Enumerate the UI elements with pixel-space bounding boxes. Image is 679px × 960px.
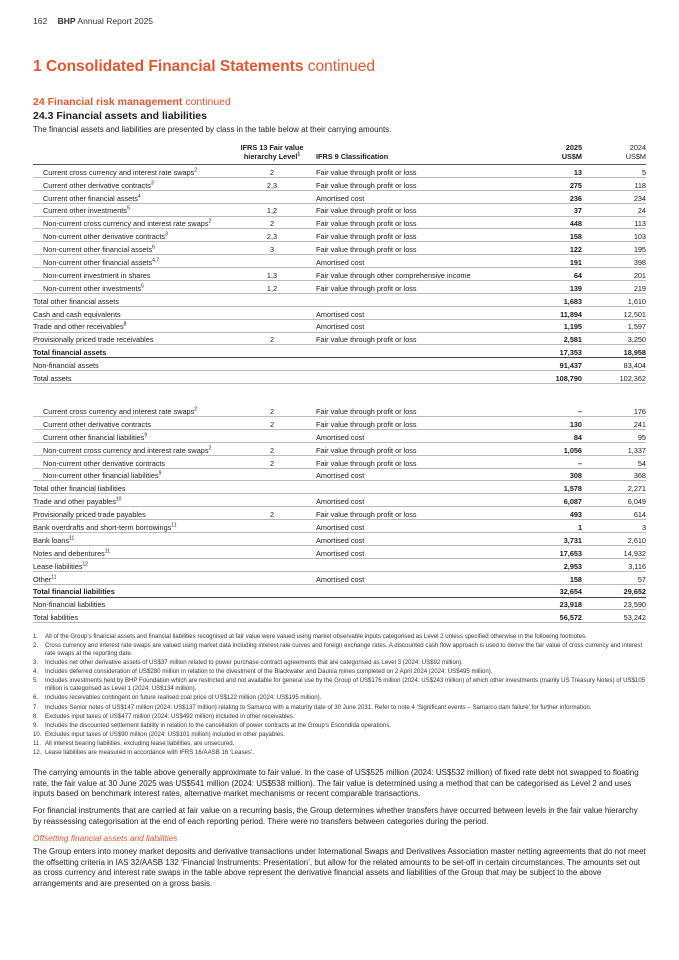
table-row bbox=[33, 320, 646, 333]
row-value-2024: 83,404 bbox=[623, 361, 646, 371]
row-classification: Fair value through profit or loss bbox=[316, 445, 417, 455]
row-classification: Fair value through profit or loss bbox=[316, 219, 417, 229]
row-value-2025: – bbox=[577, 458, 582, 468]
table-row bbox=[33, 242, 646, 255]
row-level: 2 bbox=[269, 406, 275, 416]
row-label bbox=[43, 433, 147, 442]
row-label bbox=[33, 575, 56, 584]
row-value-2025: 1,195 bbox=[563, 322, 582, 332]
row-label-text: Current other financial assets bbox=[43, 193, 138, 203]
row-value-2025: 158 bbox=[569, 232, 582, 242]
row-classification: Fair value through profit or loss bbox=[316, 510, 417, 520]
row-footnote-ref: 8 bbox=[123, 322, 127, 329]
row-label bbox=[43, 271, 150, 280]
footnote-number: 2. bbox=[33, 642, 39, 650]
row-label-text: Current other derivative contracts bbox=[43, 180, 151, 190]
row-footnote-ref: 5 bbox=[141, 283, 144, 290]
row-value-2025: 1,683 bbox=[563, 296, 582, 306]
table-body bbox=[33, 165, 646, 623]
row-label-text: Current cross currency and interest rate swaps bbox=[43, 167, 195, 177]
table-row bbox=[33, 559, 646, 572]
footnote-item bbox=[33, 749, 646, 757]
row-label-text: Non-current other financial assets bbox=[43, 258, 153, 268]
row-classification: Amortised cost bbox=[316, 309, 365, 319]
row-footnote-ref: 5 bbox=[126, 206, 130, 213]
footnote-item bbox=[33, 677, 646, 693]
row-value-2025: 139 bbox=[569, 283, 582, 293]
row-label bbox=[33, 322, 126, 331]
row-value-2024: 54 bbox=[637, 458, 646, 468]
row-classification: Amortised cost bbox=[316, 471, 365, 481]
row-label-text: Total other financial liabilities bbox=[33, 484, 126, 494]
footnote-text: Includes Senior notes of US$147 million (2024: US$137 million) relating to Samarco with a maturity date of 30 June 2031. Refer to note 4 ‘Significant events – Samarco dam failure’ for further information. bbox=[45, 703, 592, 711]
row-value-2025: 2,953 bbox=[563, 561, 582, 571]
row-level: 2 bbox=[269, 458, 275, 468]
row-value-2025: 122 bbox=[569, 245, 582, 255]
row-value-2025: – bbox=[577, 406, 582, 416]
table-row bbox=[33, 456, 646, 469]
row-level: 2 bbox=[269, 219, 275, 229]
year-2025-label: 2025 bbox=[565, 143, 582, 152]
row-value-2025: 158 bbox=[569, 574, 582, 584]
financial-assets-liabilities-table bbox=[33, 141, 646, 623]
footnote-text: All interest bearing liabilities, excluding lease liabilities, are unsecured. bbox=[45, 739, 235, 747]
row-label-text: Provisionally priced trade receivables bbox=[33, 335, 154, 345]
row-value-2024: 95 bbox=[637, 432, 646, 442]
row-value-2025: 275 bbox=[569, 180, 582, 190]
row-label bbox=[33, 562, 88, 571]
row-classification: Fair value through profit or loss bbox=[316, 419, 417, 429]
row-label bbox=[43, 194, 141, 203]
footnote-text: Lease liabilities are measured in accordance with IFRS 16/AASB 16 ‘Leases’. bbox=[45, 749, 254, 757]
table-row bbox=[33, 268, 646, 281]
level-header-line2: hierarchy Level bbox=[243, 152, 298, 161]
row-footnote-ref: 10 bbox=[115, 496, 122, 503]
row-label-text: Other bbox=[33, 574, 52, 584]
row-label-text: Total other financial assets bbox=[33, 296, 119, 306]
row-label-text: Non-current other financial assets bbox=[43, 245, 153, 255]
row-label bbox=[43, 232, 168, 241]
row-label bbox=[43, 168, 197, 177]
row-classification: Fair value through profit or loss bbox=[316, 232, 417, 242]
row-classification: Amortised cost bbox=[316, 322, 365, 332]
section-name: 24 Financial risk management bbox=[33, 96, 183, 108]
row-value-2024: 18,958 bbox=[623, 348, 646, 358]
footnote-number: 12. bbox=[33, 749, 42, 757]
table-row bbox=[33, 307, 646, 320]
footnote-item bbox=[33, 722, 646, 730]
row-label-text: Total financial liabilities bbox=[33, 587, 115, 597]
row-label-text: Bank overdrafts and short-term borrowings bbox=[33, 522, 172, 532]
table-row bbox=[33, 546, 646, 559]
report-title: Annual Report 2025 bbox=[77, 16, 154, 26]
footnote-number: 9. bbox=[33, 721, 39, 729]
row-label bbox=[33, 613, 78, 622]
row-label bbox=[43, 181, 154, 190]
footnote-item bbox=[33, 694, 646, 702]
row-label bbox=[33, 361, 99, 370]
table-row bbox=[33, 294, 646, 307]
row-value-2025: 56,572 bbox=[559, 613, 582, 623]
subsection-title: 24.3 Financial assets and liabilities bbox=[33, 110, 207, 122]
level-header-line1: IFRS 13 Fair value bbox=[240, 143, 304, 152]
table-row bbox=[33, 598, 646, 611]
row-value-2024: 3 bbox=[641, 522, 646, 532]
brand-name: BHP bbox=[57, 16, 76, 26]
row-footnote-ref: 11 bbox=[104, 548, 111, 555]
table-header bbox=[33, 141, 646, 165]
row-label-text: Non-financial liabilities bbox=[33, 600, 106, 610]
section-title bbox=[33, 96, 231, 108]
row-value-2024: 176 bbox=[633, 406, 646, 416]
footnote-number: 1. bbox=[33, 633, 39, 640]
row-label-text: Total liabilities bbox=[33, 613, 79, 623]
table-row bbox=[33, 178, 646, 191]
row-classification: Amortised cost bbox=[316, 548, 365, 558]
footnote-number: 6. bbox=[33, 694, 39, 702]
chapter-name: Consolidated Financial Statements bbox=[45, 58, 304, 75]
row-value-2024: 219 bbox=[633, 283, 646, 293]
footnote-item bbox=[33, 668, 646, 676]
table-row bbox=[33, 165, 646, 178]
table-row bbox=[33, 255, 646, 268]
row-label-text: Current other investments bbox=[43, 206, 127, 216]
row-value-2025: 84 bbox=[573, 432, 582, 442]
footnote-number: 11. bbox=[33, 739, 42, 747]
row-value-2025: 6,087 bbox=[563, 497, 582, 507]
table-row bbox=[33, 443, 646, 456]
row-footnote-ref: 2 bbox=[194, 167, 198, 174]
footnote-item bbox=[33, 713, 646, 721]
row-value-2025: 64 bbox=[573, 270, 582, 280]
table-row bbox=[33, 533, 646, 546]
row-label bbox=[43, 206, 130, 215]
row-level: 1,2 bbox=[266, 283, 278, 293]
row-value-2025: 3,731 bbox=[563, 535, 582, 545]
row-footnote-ref: 3 bbox=[165, 231, 168, 238]
row-label bbox=[43, 258, 159, 267]
classification-header: IFRS 9 Classification bbox=[316, 152, 389, 161]
chapter-title bbox=[33, 58, 375, 76]
footnote-text: Includes deferred consideration of US$280 million in relation to the divestment of the Blackwater and Daunia mines completed on 2 April 2024 (2024: US$495 million). bbox=[45, 668, 493, 676]
row-classification: Fair value through profit or loss bbox=[316, 406, 417, 416]
row-classification: Fair value through profit or loss bbox=[316, 335, 417, 345]
row-level: 1,2 bbox=[266, 206, 278, 216]
row-value-2024: 113 bbox=[634, 219, 646, 229]
row-classification: Amortised cost bbox=[316, 432, 365, 442]
footnote-number: 3. bbox=[33, 659, 39, 667]
paragraph-fair-value: The carrying amounts in the table above generally approximate to fair value. In the case of US$525 million (2024: US$532 million) of fixed rate debt not swapped to floating rate, the fair value at 30 June 2025 was US$541 million (2024: US$538 million). The fair value is determined using a method that can be categorised as Level 2 and uses inputs based on benchmark interest rates, alternative market mechanisms or recent comparable transactions. bbox=[33, 768, 639, 799]
row-value-2024: 102,362 bbox=[619, 374, 646, 384]
row-value-2024: 53,242 bbox=[623, 613, 646, 623]
row-label-text: Notes and debentures bbox=[33, 548, 105, 558]
footnote-item bbox=[33, 642, 646, 658]
row-label-text: Provisionally priced trade payables bbox=[33, 510, 146, 520]
footnote-text: Includes the discounted settlement liability in relation to the cancellation of power contracts at the Group’s Escondida operations. bbox=[45, 721, 392, 729]
table-row bbox=[33, 371, 646, 384]
row-value-2025: 17,353 bbox=[559, 348, 582, 358]
row-classification: Fair value through profit or loss bbox=[316, 458, 417, 468]
row-label-text: Current other financial liabilities bbox=[43, 432, 145, 442]
row-label-text: Non-current cross currency and interest rate swaps bbox=[43, 219, 209, 229]
row-footnote-ref: 4,7 bbox=[152, 257, 160, 264]
year-2025-unit: US$M bbox=[561, 152, 582, 161]
row-value-2024: 1,337 bbox=[627, 445, 646, 455]
row-value-2025: 11,894 bbox=[560, 309, 582, 319]
year-2024-header bbox=[626, 143, 646, 161]
row-label bbox=[33, 310, 121, 319]
row-classification: Fair value through profit or loss bbox=[316, 283, 417, 293]
row-label bbox=[43, 407, 197, 416]
footnote-item bbox=[33, 704, 646, 712]
footnote-text: Cross currency and interest rate swaps are valued using market data including interest rate curves and foreign exchange rates. A discounted cash flow approach is used to derive the fair value of cross currency and interest rate swaps at the reporting date. bbox=[45, 642, 643, 658]
footnote-text: Excludes input taxes of US$477 million (2024: US$492 million) included in other receivables. bbox=[45, 712, 295, 720]
row-label bbox=[43, 420, 151, 429]
row-footnote-ref: 4 bbox=[137, 193, 141, 200]
row-value-2025: 37 bbox=[573, 206, 582, 216]
row-footnote-ref: 11 bbox=[51, 574, 57, 581]
footnote-number: 5. bbox=[33, 677, 39, 685]
row-value-2024: 3,116 bbox=[628, 561, 646, 571]
footnote-number: 10. bbox=[33, 730, 42, 738]
row-value-2024: 103 bbox=[633, 232, 646, 242]
row-label bbox=[33, 587, 115, 596]
row-label-text: Non-current cross currency and interest rate swaps bbox=[43, 445, 209, 455]
row-label bbox=[33, 374, 72, 383]
row-level: 2 bbox=[269, 167, 275, 177]
row-value-2024: 24 bbox=[637, 206, 646, 216]
row-classification: Amortised cost bbox=[316, 522, 365, 532]
row-value-2024: 6,049 bbox=[627, 497, 646, 507]
row-classification: Amortised cost bbox=[316, 535, 365, 545]
row-label bbox=[33, 536, 74, 545]
row-label bbox=[33, 497, 121, 506]
row-label bbox=[43, 446, 211, 455]
row-value-2025: 32,654 bbox=[559, 587, 582, 597]
row-classification: Fair value through profit or loss bbox=[316, 180, 417, 190]
row-value-2025: 130 bbox=[569, 419, 582, 429]
row-label bbox=[33, 523, 177, 532]
row-label-text: Total financial assets bbox=[33, 348, 107, 358]
row-value-2025: 448 bbox=[569, 219, 582, 229]
row-classification: Fair value through other comprehensive income bbox=[316, 270, 471, 280]
footnote-text: Includes receivables contingent on future realised coal price of US$122 million (2024: US$195 million). bbox=[45, 694, 322, 702]
row-level: 2 bbox=[269, 335, 275, 345]
row-label bbox=[33, 335, 153, 344]
row-label bbox=[33, 549, 110, 558]
row-footnote-ref: 3 bbox=[150, 180, 154, 187]
footnote-text: Excludes input taxes of US$90 million (2024: US$101 million) included in other payables. bbox=[45, 730, 285, 738]
row-level: 2 bbox=[269, 419, 275, 429]
row-value-2025: 191 bbox=[569, 258, 582, 268]
table-row bbox=[33, 281, 646, 294]
table-row bbox=[33, 520, 646, 533]
row-label bbox=[43, 459, 165, 468]
row-label-text: Trade and other payables bbox=[33, 497, 116, 507]
row-label bbox=[43, 245, 155, 254]
row-label-text: Cash and cash equivalents bbox=[33, 309, 121, 319]
table-row bbox=[33, 358, 646, 371]
row-footnote-ref: 9 bbox=[158, 470, 162, 477]
row-value-2024: 195 bbox=[633, 245, 646, 255]
table-row bbox=[33, 333, 646, 346]
row-value-2025: 23,918 bbox=[559, 600, 582, 610]
row-label-text: Non-current other derivative contracts bbox=[43, 232, 166, 242]
row-footnote-ref: 9 bbox=[144, 432, 148, 439]
row-label-text: Current cross currency and interest rate swaps bbox=[43, 406, 195, 416]
row-value-2025: 13 bbox=[573, 167, 582, 177]
footnote-number: 8. bbox=[33, 712, 39, 720]
table-row bbox=[33, 229, 646, 242]
footnote-item bbox=[33, 633, 646, 641]
table-row bbox=[33, 345, 646, 358]
row-footnote-ref: 11 bbox=[171, 522, 177, 529]
row-label bbox=[33, 484, 125, 493]
table-row bbox=[33, 572, 646, 585]
year-2024-label: 2024 bbox=[629, 143, 646, 152]
row-value-2024: 201 bbox=[633, 270, 646, 280]
row-label-text: Non-financial assets bbox=[33, 361, 99, 371]
row-label bbox=[33, 297, 119, 306]
row-value-2025: 1 bbox=[577, 522, 582, 532]
chapter-continued: continued bbox=[307, 58, 376, 75]
footnotes bbox=[33, 633, 646, 758]
footnote-number: 7. bbox=[33, 703, 39, 711]
row-label-text: Bank loans bbox=[33, 535, 70, 545]
row-footnote-ref: 12 bbox=[82, 561, 89, 568]
row-label bbox=[33, 600, 105, 609]
row-classification: Fair value through profit or loss bbox=[316, 245, 417, 255]
row-value-2024: 368 bbox=[633, 471, 646, 481]
paragraph-offsetting: The Group enters into money market deposits and derivative transactions under International Swaps and Derivatives Association master netting agreements that do not meet the offsetting criteria in IAS 32/AASB 132 ‘Financial Instruments: Presentation’, but allow for the related amounts to be set-off in certain circumstances. The amounts set out as cross currency and interest rate swaps in the table above represent the derivative financial assets and liabilities of the Group that may be subject to the above arrangements and are presented on a gross basis. bbox=[33, 847, 646, 888]
footnote-item bbox=[33, 740, 646, 748]
row-value-2024: 118 bbox=[634, 180, 646, 190]
footnote-item bbox=[33, 731, 646, 739]
footnote-text: Includes net other derivative assets of US$37 million related to power purchase contract agreements that are categorised as Level 3 (2024: US$92 million). bbox=[45, 659, 463, 667]
row-level: 2,3 bbox=[266, 180, 278, 190]
footnote-item bbox=[33, 659, 646, 667]
row-label bbox=[43, 471, 161, 480]
row-classification: Amortised cost bbox=[316, 497, 365, 507]
row-value-2024: 614 bbox=[633, 510, 646, 520]
row-classification: Fair value through profit or loss bbox=[316, 206, 417, 216]
table-row bbox=[33, 469, 646, 482]
table-row bbox=[33, 217, 646, 230]
page-number: 162 bbox=[33, 16, 48, 26]
paragraph-transfers: For financial instruments that are carried at fair value on a recurring basis, the Group determines whether transfers have occurred between levels in the fair value hierarchy by reassessing categorisation at the end of each reporting period. There were no transfers between categories during the period. bbox=[33, 806, 638, 826]
row-footnote-ref: 2 bbox=[208, 218, 212, 225]
row-label-text: Total assets bbox=[33, 374, 72, 384]
table-row bbox=[33, 430, 646, 443]
row-value-2024: 2,271 bbox=[627, 484, 646, 494]
row-value-2025: 1,056 bbox=[563, 445, 582, 455]
row-label-text: Trade and other receivables bbox=[33, 322, 124, 332]
section-continued: continued bbox=[185, 96, 231, 108]
row-footnote-ref: 6 bbox=[152, 244, 155, 251]
row-label-text: Non-current other investments bbox=[43, 283, 142, 293]
row-value-2024: 398 bbox=[633, 258, 646, 268]
table-row bbox=[33, 610, 646, 623]
row-level: 1,3 bbox=[266, 270, 278, 280]
table-row bbox=[33, 481, 646, 494]
row-value-2024: 29,652 bbox=[623, 587, 646, 597]
row-value-2024: 23,590 bbox=[623, 600, 646, 610]
row-label-text: Lease liabilities bbox=[33, 561, 83, 571]
chapter-number: 1 bbox=[33, 58, 42, 75]
row-classification: Amortised cost bbox=[316, 258, 365, 268]
table-row bbox=[33, 204, 646, 217]
row-value-2025: 108,790 bbox=[555, 374, 582, 384]
offsetting-title: Offsetting financial assets and liabilities bbox=[33, 833, 178, 843]
level-header-sup: 1 bbox=[297, 151, 301, 158]
row-value-2024: 1,610 bbox=[627, 296, 646, 306]
row-value-2025: 2,581 bbox=[563, 335, 582, 345]
row-value-2024: 5 bbox=[641, 167, 646, 177]
footnote-text: Includes investments held by BHP Foundation which are restricted and not available for general use by the Group of US$176 million (2024: US$243 million) of which other investments (mainly US Treasury Notes) of US$105 million is categorised as Level 1 (2024: US$134 million). bbox=[45, 677, 646, 693]
row-label bbox=[43, 219, 211, 228]
row-level: 2 bbox=[269, 445, 275, 455]
row-value-2024: 241 bbox=[633, 419, 646, 429]
row-value-2025: 236 bbox=[569, 193, 582, 203]
footnote-number: 4. bbox=[33, 668, 39, 676]
row-value-2024: 234 bbox=[633, 193, 646, 203]
row-label-text: Non-current investment in shares bbox=[43, 270, 151, 280]
row-label-text: Non-current other financial liabilities bbox=[43, 471, 159, 481]
row-value-2024: 2,610 bbox=[627, 535, 646, 545]
row-value-2024: 57 bbox=[637, 574, 646, 584]
page-header bbox=[33, 16, 153, 26]
row-classification: Amortised cost bbox=[316, 574, 365, 584]
table-row bbox=[33, 417, 646, 430]
row-footnote-ref: 11 bbox=[69, 535, 75, 542]
year-2025-header bbox=[562, 143, 582, 161]
footnote-text: All of the Group’s financial assets and financial liabilities recognised at fair value were valued using market observable inputs categorised as Level 2 unless specified otherwise in the following footnotes. bbox=[45, 633, 587, 640]
row-label-text: Non-current other derivative contracts bbox=[43, 458, 166, 468]
row-value-2024: 1,597 bbox=[627, 322, 646, 332]
row-level: 3 bbox=[269, 245, 275, 255]
row-value-2025: 1,578 bbox=[563, 484, 582, 494]
row-label bbox=[43, 284, 144, 293]
table-spacer bbox=[33, 384, 646, 404]
level-header bbox=[233, 143, 311, 161]
table-row bbox=[33, 585, 646, 598]
table-row bbox=[33, 404, 646, 417]
row-value-2025: 17,653 bbox=[559, 548, 582, 558]
table-row bbox=[33, 507, 646, 520]
row-level: 2 bbox=[269, 510, 275, 520]
row-value-2025: 493 bbox=[569, 510, 582, 520]
row-classification: Amortised cost bbox=[316, 193, 365, 203]
row-label bbox=[33, 510, 146, 519]
row-value-2024: 3,250 bbox=[627, 335, 646, 345]
row-classification: Fair value through profit or loss bbox=[316, 167, 417, 177]
intro-text: The financial assets and liabilities are presented by class in the table below at their carrying amounts. bbox=[33, 125, 392, 134]
row-value-2025: 91,437 bbox=[559, 361, 582, 371]
row-label bbox=[33, 348, 106, 357]
year-2024-unit: US$M bbox=[625, 152, 646, 161]
row-level: 2,3 bbox=[266, 232, 278, 242]
table-row bbox=[33, 191, 646, 204]
row-footnote-ref: 2 bbox=[208, 445, 212, 452]
row-value-2024: 12,501 bbox=[623, 309, 646, 319]
row-label-text: Current other derivative contracts bbox=[43, 419, 151, 429]
row-footnote-ref: 2 bbox=[194, 406, 198, 413]
table-row bbox=[33, 494, 646, 507]
row-value-2024: 14,932 bbox=[623, 548, 646, 558]
row-value-2025: 308 bbox=[569, 471, 582, 481]
